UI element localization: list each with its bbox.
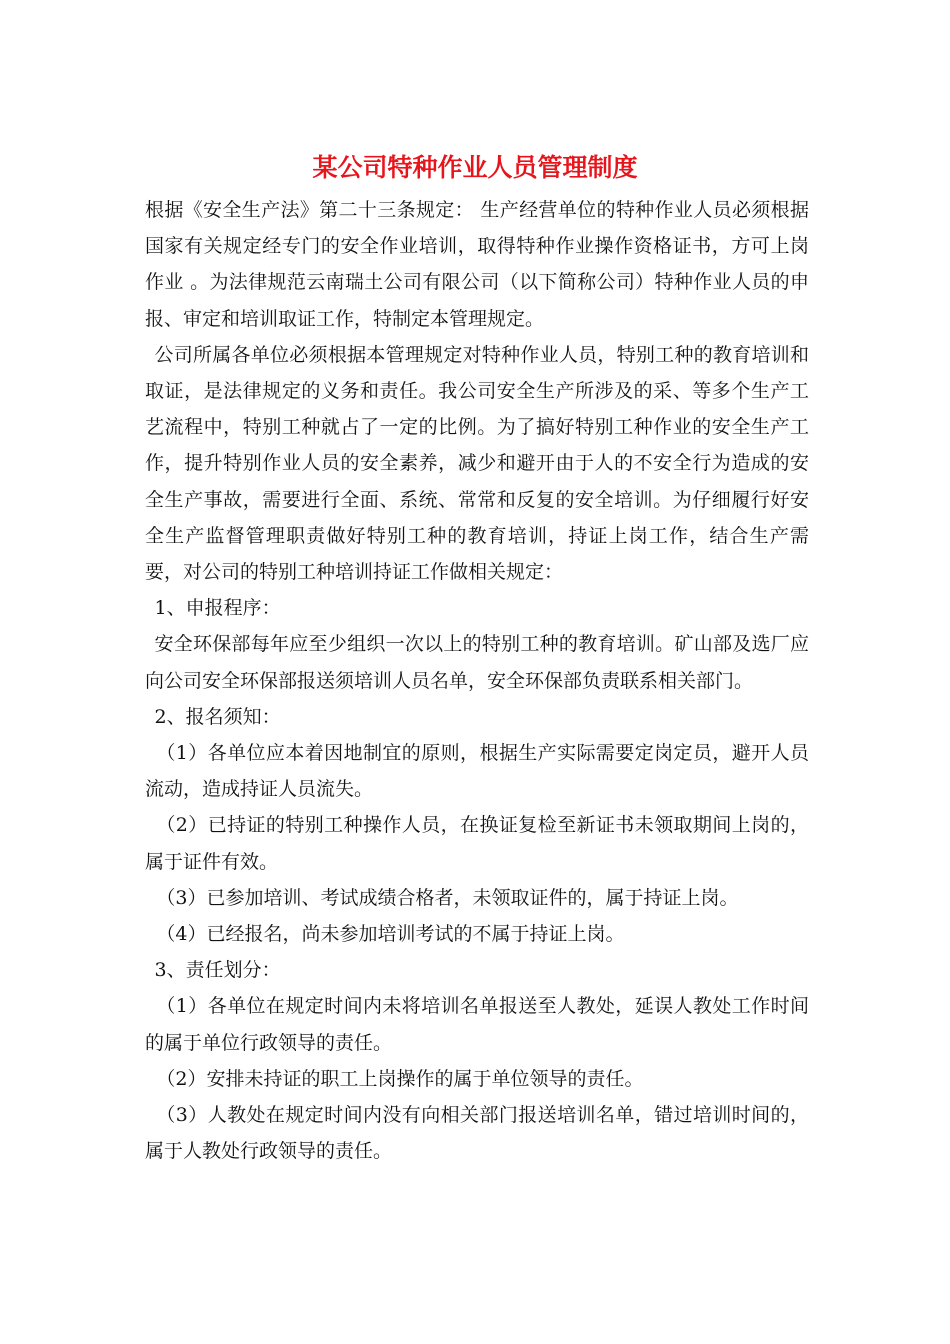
list-item: （4）已经报名，尚未参加培训考试的不属于持证上岗。 (156, 923, 625, 946)
list-item: （3）已参加培训、考试成绩合格者，未领取证件的，属于持证上岗。 (156, 886, 739, 909)
section-heading-responsibility: 3、责任划分： (154, 959, 281, 982)
document-title: 某公司特种作业人员管理制度 (312, 153, 638, 182)
list-item: （2）已持证的特别工种操作人员，在换证复检至新证书未领取期间上岗的，属于证件有效。 (145, 814, 809, 873)
list-item: （1）各单位应本着因地制宜的原则，根据生产实际需要定岗定员，避开人员流动，造成持证人员流失。 (145, 742, 809, 801)
document-body (145, 192, 809, 1169)
paragraph-intro: 根据《安全生产法》第二十三条规定： 生产经营单位的特种作业人员必须根据国家有关规定经专门的安全作业培训，取得特种作业操作资格证书，方可上岗作业 。为法律规范云南瑞土公司有限公司（以下简称公司）特种作业人员的申报、审定和培训取证工作，特制定本管理规定。 (145, 199, 809, 330)
paragraph-scope: 公司所属各单位必须根据本管理规定对特种作业人员，特别工种的教育培训和取证，是法律规定的义务和责任。我公司安全生产所涉及的采、等多个生产工艺流程中，特别工种就占了一定的比例。为了搞好特别工种作业的安全生产工作，提升特别作业人员的安全素养，减少和避开由于人的不安全行为造成的安全生产事故，需要进行全面、系统、常常和反复的安全培训。为仔细履行好安全生产监督管理职责做好特别工种的教育培训，持证上岗工作，结合生产需要，对公司的特别工种培训持证工作做相关规定： (145, 343, 809, 584)
section-heading-application: 1、申报程序： (154, 597, 281, 620)
paragraph-application: 安全环保部每年应至少组织一次以上的特别工种的教育培训。矿山部及选厂应向公司安全环保部报送须培训人员名单，安全环保部负责联系相关部门。 (145, 633, 809, 692)
list-item: （3）人教处在规定时间内没有向相关部门报送培训名单，错过培训时间的，属于人教处行政领导的责任。 (145, 1104, 809, 1163)
section-heading-registration: 2、报名须知： (154, 705, 281, 728)
list-item: （2）安排未持证的职工上岗操作的属于单位领导的责任。 (156, 1067, 644, 1090)
list-item: （1）各单位在规定时间内未将培训名单报送至人教处，延误人教处工作时间的属于单位行政领导的责任。 (145, 995, 809, 1054)
